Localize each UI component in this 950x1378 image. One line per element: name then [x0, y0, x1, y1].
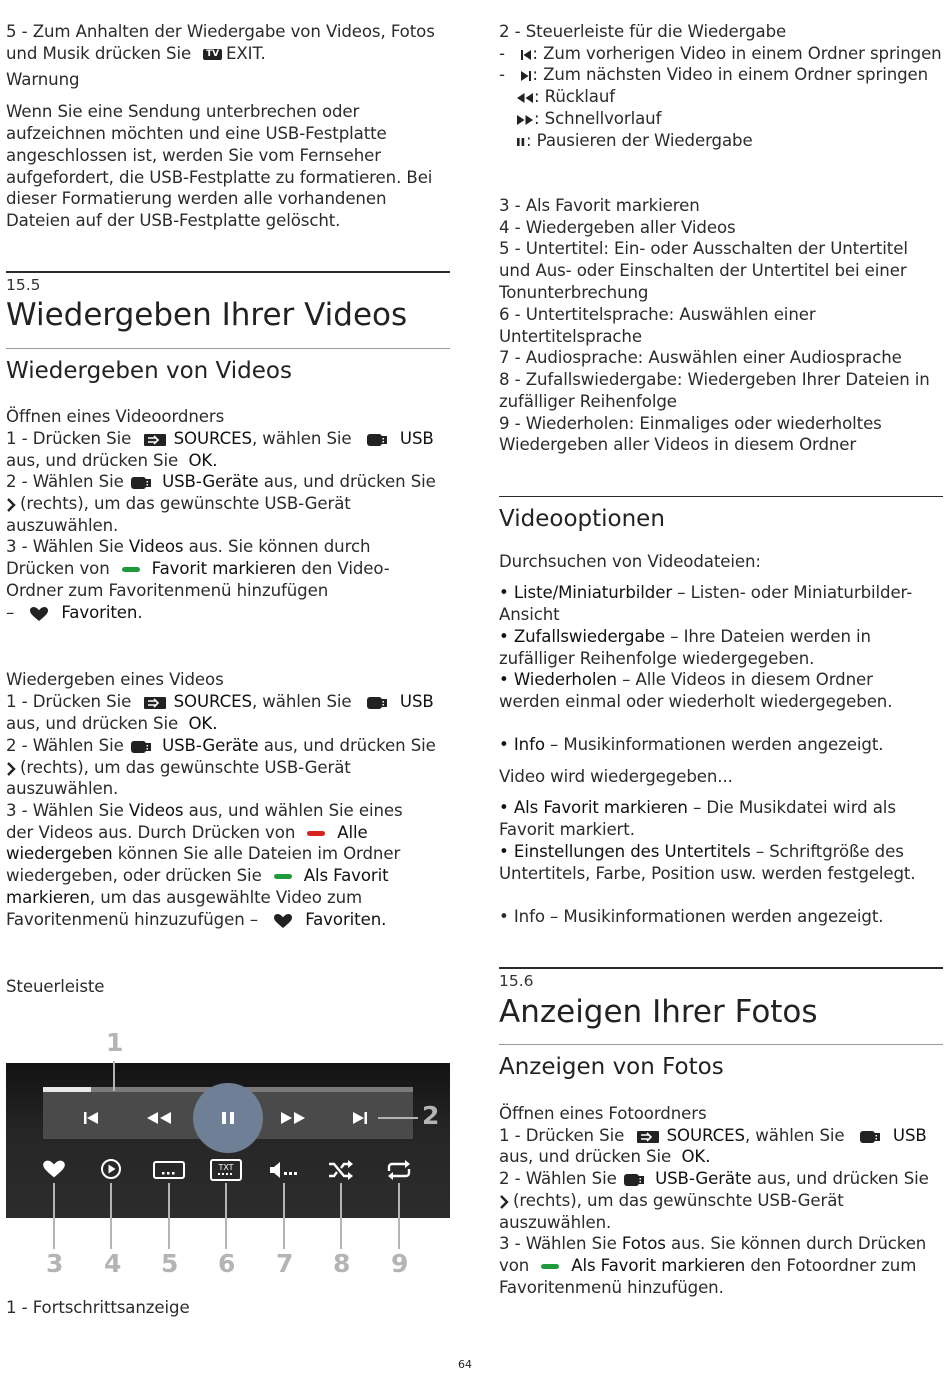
callout-line-1: [113, 1061, 115, 1091]
step-text: können Sie alle Dateien im Ordner: [117, 844, 401, 863]
option-item: [499, 797, 896, 819]
warning-title: Warnung: [6, 70, 80, 89]
open-step-3-cont2: Ordner zum Favoritenmenü hinzufügen: [6, 581, 329, 600]
item-text: : Zum vorherigen Video in einem Ordner springen: [532, 44, 942, 63]
progress-fill: [43, 1087, 91, 1092]
subsection-rule: [499, 1044, 943, 1045]
heart-icon: [42, 1158, 66, 1180]
step-text: aus, und wählen Sie eines: [188, 801, 403, 820]
ok-label: OK.: [188, 714, 218, 733]
play-step-2-cont: [6, 757, 351, 779]
open-step-1-cont: [6, 450, 217, 472]
step-text: Favoritenmenü hinzuzufügen –: [6, 910, 258, 929]
usb-devices-label: USB-Geräte: [162, 736, 259, 755]
legend-item: Wiedergeben aller Videos in diesem Ordner: [499, 435, 857, 454]
warning-line: dieser Formatierung werden alle vorhandenen: [6, 189, 387, 208]
open-step-3-cont: [6, 558, 390, 580]
control-bar-diagram: [6, 1003, 450, 1283]
section-rule: [6, 271, 450, 273]
step-text: 1 - Drücken Sie: [6, 429, 132, 448]
subsection-rule: [6, 348, 450, 349]
option-item: Ansicht: [499, 605, 560, 624]
item-text: : Zum nächsten Video in einem Ordner springen: [532, 65, 929, 84]
step-text: (rechts), um das gewünschte USB-Gerät: [20, 758, 351, 777]
repeat-icon: [385, 1159, 413, 1181]
previous-icon: [520, 49, 532, 61]
legend-item: Untertitelsprache: [499, 327, 642, 346]
ok-label: OK.: [188, 451, 218, 470]
open-step-2-end: auszuwählen.: [6, 516, 119, 535]
step-text: von: [499, 1256, 530, 1275]
step-text: 1 - Drücken Sie: [6, 692, 132, 711]
step-5-line: 5 - Zum Anhalten der Wiedergabe von Videos, Fotos: [6, 22, 435, 41]
browse-title: Durchsuchen von Videodateien:: [499, 552, 761, 571]
chevron-right-icon: [6, 762, 16, 776]
option-desc: – Musikinformationen werden angezeigt.: [544, 735, 884, 754]
usb-icon: [367, 434, 387, 446]
mark-favorite-label: Als Favorit: [303, 866, 389, 885]
subtitle-language-icon: [210, 1159, 242, 1181]
option-name: • Wiederholen: [499, 670, 617, 689]
dash: –: [6, 603, 15, 622]
warning-line: Dateien auf der USB-Festplatte gelöscht.: [6, 211, 341, 230]
usb-icon: [624, 1174, 644, 1186]
legend-item: 8 - Zufallswiedergabe: Wiedergeben Ihrer Dateien in: [499, 370, 930, 389]
control-bar-item: [516, 86, 615, 108]
control-bar-item: [499, 64, 928, 86]
subsection-rule: [499, 496, 943, 497]
step-text: aus, und drücken Sie: [263, 472, 436, 491]
option-item: [499, 734, 883, 756]
step-text: aus. Sie können durch: [188, 537, 371, 556]
page-number: 64: [458, 1358, 472, 1371]
option-item: [499, 626, 871, 648]
option-item: [499, 841, 904, 863]
step-text: , wählen Sie: [251, 429, 352, 448]
item-text: : Rücklauf: [534, 87, 616, 106]
usb-devices-label: USB-Geräte: [655, 1169, 752, 1188]
option-item: zufälliger Reihenfolge wiedergegeben.: [499, 649, 815, 668]
usb-icon: [367, 697, 387, 709]
shuffle-icon: [328, 1160, 354, 1180]
play-video-title: Wiedergeben eines Videos: [6, 670, 224, 689]
play-step-3-end: [6, 909, 386, 931]
step-text: (rechts), um das gewünschte USB-Gerät: [20, 494, 351, 513]
section-number: 15.5: [6, 276, 41, 294]
play-step-3-cont3: [6, 865, 389, 887]
play-step-3-cont2: [6, 843, 400, 865]
subsection-title: Anzeigen von Fotos: [499, 1054, 724, 1080]
step-text: 2 - Wählen Sie: [499, 1169, 617, 1188]
legend-item: 6 - Untertitelsprache: Auswählen einer: [499, 305, 816, 324]
usb-icon: [131, 477, 151, 489]
photo-step-1: [499, 1125, 927, 1147]
callout-line-6: [225, 1183, 227, 1249]
usb-label: USB: [892, 1126, 927, 1145]
play-all-label: Alle: [337, 823, 368, 842]
open-photo-folder-title: Öffnen eines Fotoordners: [499, 1104, 707, 1123]
warning-line: aufgefordert, die USB-Festplatte zu formatieren. Bei: [6, 168, 433, 187]
step-text: , um das ausgewählte Video zum: [89, 888, 363, 907]
callout-label: 4: [104, 1249, 122, 1278]
photo-step-3: [499, 1233, 926, 1255]
subsection-title: Wiedergeben von Videos: [6, 358, 292, 384]
chevron-right-icon: [499, 1195, 509, 1209]
mark-favorite-label: markieren: [6, 888, 90, 907]
dash: -: [499, 65, 505, 84]
callout-label: 1: [106, 1028, 124, 1057]
callout-label: 7: [276, 1249, 294, 1278]
usb-label: USB: [399, 692, 434, 711]
ok-label: OK.: [681, 1147, 711, 1166]
option-name: • Liste/Miniaturbilder: [499, 583, 673, 602]
photo-step-2-end: auszuwählen.: [499, 1213, 612, 1232]
section-title: Wiedergeben Ihrer Videos: [6, 297, 408, 333]
step-text: 1 - Drücken Sie: [499, 1126, 625, 1145]
step-text: 3 - Wählen Sie: [6, 801, 124, 820]
callout-line-9: [398, 1183, 400, 1249]
callout-label: 3: [46, 1249, 64, 1278]
option-desc: – Ihre Dateien werden in: [665, 627, 871, 646]
section-number: 15.6: [499, 972, 534, 990]
green-key-icon: [274, 874, 292, 879]
callout-line-8: [340, 1183, 342, 1249]
section-title: Anzeigen Ihrer Fotos: [499, 994, 818, 1030]
callout-label: 5: [161, 1249, 179, 1278]
legend-item: Tonunterbrechung: [499, 283, 649, 302]
photo-step-2: [499, 1168, 929, 1190]
step-text: aus, und drücken Sie: [6, 451, 179, 470]
diagram-caption: 1 - Fortschrittsanzeige: [6, 1298, 190, 1317]
play-step-1-cont: [6, 713, 217, 735]
fast-forward-icon: [280, 1110, 306, 1126]
usb-label: USB: [399, 429, 434, 448]
chevron-right-icon: [6, 498, 16, 512]
legend-item: 3 - Als Favorit markieren: [499, 196, 700, 215]
step-text: aus, und drücken Sie: [263, 736, 436, 755]
play-step-3-cont: [6, 822, 368, 844]
step-text: der Videos aus. Durch Drücken von: [6, 823, 296, 842]
step-text: den Fotoordner zum: [750, 1256, 917, 1275]
next-icon: [352, 1110, 368, 1126]
step-text: aus. Sie können durch Drücken: [671, 1234, 927, 1253]
callout-line-5: [168, 1183, 170, 1249]
option-name: • Als Favorit markieren: [499, 798, 688, 817]
mark-favorite-label: Als Favorit markieren: [571, 1256, 746, 1275]
option-item: • Info – Musikinformationen werden angezeigt.: [499, 907, 884, 926]
callout-label: 9: [391, 1249, 409, 1278]
control-bar-item: [499, 43, 942, 65]
option-name: • Info: [499, 735, 545, 754]
option-desc: – Listen- oder Miniaturbilder-: [672, 583, 913, 602]
sources-label: SOURCES: [666, 1126, 745, 1145]
step-text: aus, und drücken Sie: [6, 714, 179, 733]
next-icon: [520, 70, 532, 82]
option-desc: – Alle Videos in diesem Ordner: [616, 670, 873, 689]
subtitles-icon: [153, 1161, 185, 1179]
videos-label: Videos: [128, 801, 184, 820]
callout-line-3: [53, 1183, 55, 1249]
item-text: : Schnellvorlauf: [534, 109, 662, 128]
section-rule: [499, 967, 943, 969]
callout-line-4: [110, 1183, 112, 1249]
step-text: , wählen Sie: [744, 1126, 845, 1145]
step-5-line2: [6, 43, 266, 65]
step-text: aus, und drücken Sie: [756, 1169, 929, 1188]
callout-line-7: [283, 1183, 285, 1249]
previous-icon: [83, 1110, 99, 1126]
legend-item: zufälliger Reihenfolge: [499, 392, 677, 411]
step-text: 3 - Wählen Sie: [499, 1234, 617, 1253]
step-text: (rechts), um das gewünschte USB-Gerät: [513, 1191, 844, 1210]
step-text: 3 - Wählen Sie: [6, 537, 124, 556]
pause-icon: [221, 1110, 235, 1126]
step-text: wiedergeben, oder drücken Sie: [6, 866, 262, 885]
period: .: [137, 603, 143, 622]
pause-icon: [516, 136, 526, 148]
txt-icon-label: TXT: [218, 1163, 234, 1172]
legend-item: 4 - Wiedergeben aller Videos: [499, 218, 736, 237]
heart-icon: [273, 913, 293, 929]
red-key-icon: [307, 831, 325, 836]
favorites-label: Favoriten.: [305, 910, 387, 929]
usb-devices-label: USB-Geräte: [162, 472, 259, 491]
option-name: • Zufallswiedergabe: [499, 627, 666, 646]
open-step-3-end: [6, 602, 143, 624]
callout-label: 2: [422, 1101, 440, 1130]
option-desc: – Schriftgröße des: [750, 842, 904, 861]
legend-item: und Aus- oder Einschalten der Untertitel bei einer: [499, 261, 907, 280]
legend-item: 7 - Audiosprache: Auswählen einer Audiosprache: [499, 348, 902, 367]
photo-step-1-cont: [499, 1146, 710, 1168]
option-item: Untertitels, Farbe, Position usw. werden festgelegt.: [499, 864, 916, 883]
option-item: [499, 582, 912, 604]
play-all-icon: [100, 1158, 122, 1180]
audio-language-icon: [269, 1160, 299, 1180]
usb-icon: [860, 1131, 880, 1143]
favorites-label: Favoriten: [61, 603, 138, 622]
photo-step-3-cont: [499, 1255, 916, 1277]
step-text: aus, und drücken Sie: [499, 1147, 672, 1166]
green-key-icon: [122, 567, 140, 572]
videos-label: Videos: [128, 537, 184, 556]
open-step-2: [6, 471, 436, 493]
dash: -: [499, 44, 505, 63]
control-bar-title: Steuerleiste: [6, 977, 105, 996]
play-step-1: [6, 691, 434, 713]
open-step-1: [6, 428, 434, 450]
option-desc: – Die Musikdatei wird als: [687, 798, 896, 817]
legend-item: 5 - Untertitel: Ein- oder Ausschalten der Untertitel: [499, 239, 908, 258]
step-text: , wählen Sie: [251, 692, 352, 711]
warning-line: Wenn Sie eine Sendung unterbrechen oder: [6, 102, 360, 121]
legend-item: 9 - Wiederholen: Einmaliges oder wiederholtes: [499, 414, 882, 433]
sources-icon: [144, 697, 166, 709]
callout-line-2: [378, 1117, 418, 1119]
step-5-text: und Musik drücken Sie: [6, 44, 192, 63]
item-text: : Pausieren der Wiedergabe: [526, 131, 753, 150]
tv-key-icon: TV: [203, 49, 222, 60]
usb-icon: [131, 741, 151, 753]
step-text: 2 - Wählen Sie: [6, 472, 124, 491]
photo-step-2-cont: [499, 1190, 844, 1212]
playing-title: Video wird wiedergegeben...: [499, 767, 733, 786]
play-step-3-cont4: [6, 887, 362, 909]
exit-label: EXIT.: [226, 44, 266, 63]
control-bar-item: [516, 108, 661, 130]
play-all-label: wiedergeben: [6, 844, 113, 863]
warning-line: angeschlossen ist, werden Sie vom Fernseher: [6, 146, 381, 165]
option-item: Favorit markiert.: [499, 820, 635, 839]
heart-icon: [29, 606, 49, 622]
photo-step-3-end: Favoritenmenü hinzufügen.: [499, 1278, 724, 1297]
play-step-2: [6, 735, 436, 757]
rewind-icon: [516, 92, 534, 104]
sources-icon: [637, 1131, 659, 1143]
open-step-2-cont: [6, 493, 351, 515]
sources-label: SOURCES: [173, 692, 252, 711]
option-name: • Einstellungen des Untertitels: [499, 842, 751, 861]
step-text: 2 - Wählen Sie: [6, 736, 124, 755]
control-bar-item: [516, 130, 753, 152]
sources-label: SOURCES: [173, 429, 252, 448]
rewind-icon: [146, 1110, 172, 1126]
green-key-icon: [541, 1264, 559, 1269]
play-step-3: [6, 800, 403, 822]
step-text: den Video-: [301, 559, 390, 578]
mark-favorite-label: Favorit markieren: [151, 559, 297, 578]
photos-label: Fotos: [621, 1234, 666, 1253]
control-bar-item: 2 - Steuerleiste für die Wiedergabe: [499, 22, 787, 41]
warning-line: aufzeichnen möchten und eine USB-Festplatte: [6, 124, 387, 143]
open-folder-title: Öffnen eines Videoordners: [6, 407, 225, 426]
open-step-3: [6, 536, 370, 558]
option-item: werden einmal oder wiederholt wiedergegeben.: [499, 692, 893, 711]
option-item: [499, 669, 873, 691]
callout-label: 8: [333, 1249, 351, 1278]
play-step-2-end: auszuwählen.: [6, 779, 119, 798]
video-options-title: Videooptionen: [499, 506, 665, 532]
fast-forward-icon: [516, 114, 534, 126]
sources-icon: [144, 434, 166, 446]
step-text: Drücken von: [6, 559, 110, 578]
callout-label: 6: [218, 1249, 236, 1278]
